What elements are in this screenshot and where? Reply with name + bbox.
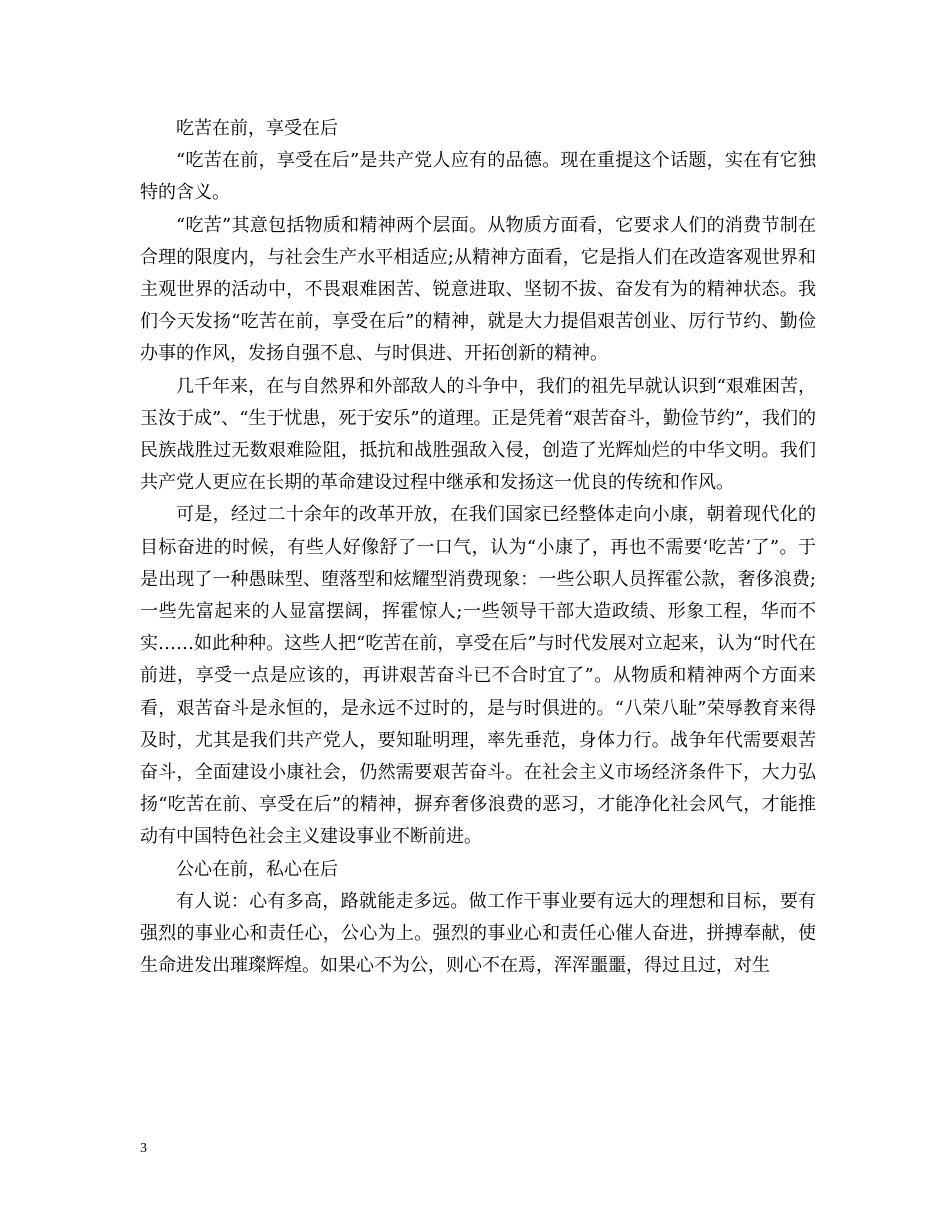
- page-number: 3: [140, 1141, 147, 1156]
- document-body: [140, 113, 816, 982]
- paragraph: 可是，经过二十余年的改革开放，在我们国家已经整体走向小康，朝着现代化的目标奋进的时候，有些人好像舒了一口气，认为“小康了，再也不需要‘吃苦’了”。于是出现了一种愚昧型、堕落型和炫耀型消费现象：一些公职人员挥霍公款，奢侈浪费;一些先富起来的人显富摆阔，挥霍惊人;一些领导干部大造政绩、形象工程，华而不实……如此种种。这些人把“吃苦在前，享受在后”与时代发展对立起来，认为“时代在前进，享受一点是应该的，再讲艰苦奋斗已不合时宜了”。从物质和精神两个方面来看，艰苦奋斗是永恒的，是永远不过时的，是与时俱进的。“八荣八耻”荣辱教育来得及时，尤其是我们共产党人，要知耻明理，率先垂范，身体力行。战争年代需要艰苦奋斗，全面建设小康社会，仍然需要艰苦奋斗。在社会主义市场经济条件下，大力弘扬“吃苦在前、享受在后”的精神，摒弃奢侈浪费的恶习，才能净化社会风气，才能推动有中国特色社会主义建设事业不断前进。: [140, 504, 816, 848]
- section-title: 公心在前，私心在后: [176, 858, 338, 880]
- paragraph: 几千年来，在与自然界和外部敌人的斗争中，我们的祖先早就认识到“艰难困苦，玉汝于成”、“生于忧患，死于安乐”的道理。正是凭着“艰苦奋斗，勤俭节约”，我们的民族战胜过无数艰难险阻，抵抗和战胜强敌入侵，创造了光辉灿烂的中华文明。我们共产党人更应在长期的革命建设过程中继承和发扬这一优良的传统和作风。: [140, 375, 817, 494]
- section-title: 吃苦在前，享受在后: [176, 118, 338, 139]
- paragraph: “吃苦”其意包括物质和精神两个层面。从物质方面看，它要求人们的消费节制在合理的限度内，与社会生产水平相适应;从精神方面看，它是指人们在改造客观世界和主观世界的活动中，不畏艰难困苦、锐意进取、坚韧不拔、奋发有为的精神状态。我们今天发扬“吃苦在前，享受在后”的精神，就是大力提倡艰苦创业、厉行节约、勤俭办事的作风，发扬自强不息、与时俱进、开拓创新的精神。: [140, 214, 816, 365]
- paragraph: 有人说：心有多高，路就能走多远。做工作干事业要有远大的理想和目标，要有强烈的事业心和责任心，公心为上。强烈的事业心和责任心催人奋进，拼搏奉献，使生命进发出璀璨辉煌。如果心不为公，则心不在焉，浑浑噩噩，得过且过，对生: [140, 890, 816, 977]
- paragraph: “吃苦在前，享受在后”是共产党人应有的品德。现在重提这个话题，实在有它独特的含义。: [140, 150, 816, 204]
